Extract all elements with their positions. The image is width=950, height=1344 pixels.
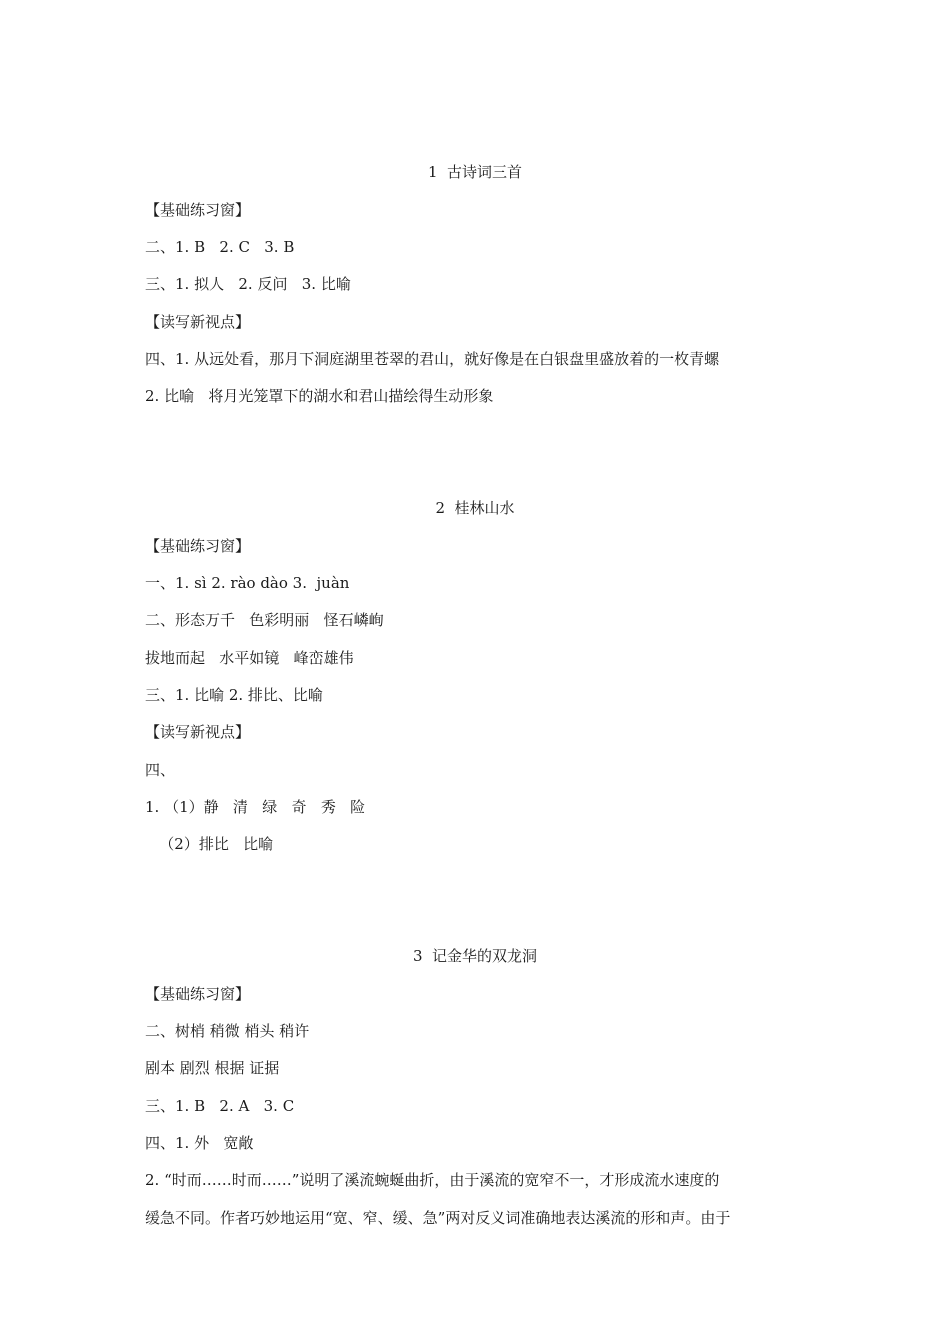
section-2-line: 四、: [145, 761, 176, 779]
section-2-line: （2）排比 比喻: [145, 835, 274, 853]
section-1-line: 二、1. B 2. C 3. B: [145, 238, 295, 256]
section-1-heading-basic: 【基础练习窗】: [145, 201, 251, 219]
section-2-line: 一、1. sì 2. rào dào 3. juàn: [145, 574, 350, 592]
section-2-line: 拔地而起 水平如镜 峰峦雄伟: [145, 649, 354, 667]
section-2-line: 三、1. 比喻 2. 排比、比喻: [145, 686, 323, 704]
section-2-line: 1. （1）静 清 绿 奇 秀 险: [145, 798, 366, 816]
section-3-line: 三、1. B 2. A 3. C: [145, 1097, 295, 1115]
section-3-line: 四、1. 外 宽敞: [145, 1134, 254, 1152]
section-3-heading-basic: 【基础练习窗】: [145, 985, 251, 1003]
section-2-heading-reading: 【读写新视点】: [145, 723, 251, 741]
section-2-line: 二、形态万千 色彩明丽 怪石嶙峋: [145, 611, 384, 629]
section-3-line: 剧本 剧烈 根据 证据: [145, 1059, 280, 1077]
section-title-3: 3 记金华的双龙洞: [412, 947, 538, 965]
section-3-line: 二、树梢 稍微 梢头 稍许: [145, 1022, 310, 1040]
section-1-heading-reading: 【读写新视点】: [145, 313, 251, 331]
section-title-1: 1 古诗词三首: [427, 163, 523, 181]
section-3-line: 缓急不同。作者巧妙地运用“宽、窄、缓、急”两对反义词准确地表达溪流的形和声。由于: [145, 1209, 731, 1227]
section-3-line: 2. “时而……时而……”说明了溪流蜿蜒曲折，由于溪流的宽窄不一，才形成流水速度的: [145, 1171, 720, 1189]
section-1-line: 三、1. 拟人 2. 反问 3. 比喻: [145, 275, 351, 293]
section-1-line: 四、1. 从远处看，那月下洞庭湖里苍翠的君山，就好像是在白银盘里盛放着的一枚青螺: [145, 350, 720, 368]
section-1-line: 2. 比喻 将月光笼罩下的湖水和君山描绘得生动形象: [145, 387, 494, 405]
section-title-2: 2 桂林山水: [435, 499, 515, 517]
section-2-heading-basic: 【基础练习窗】: [145, 537, 251, 555]
